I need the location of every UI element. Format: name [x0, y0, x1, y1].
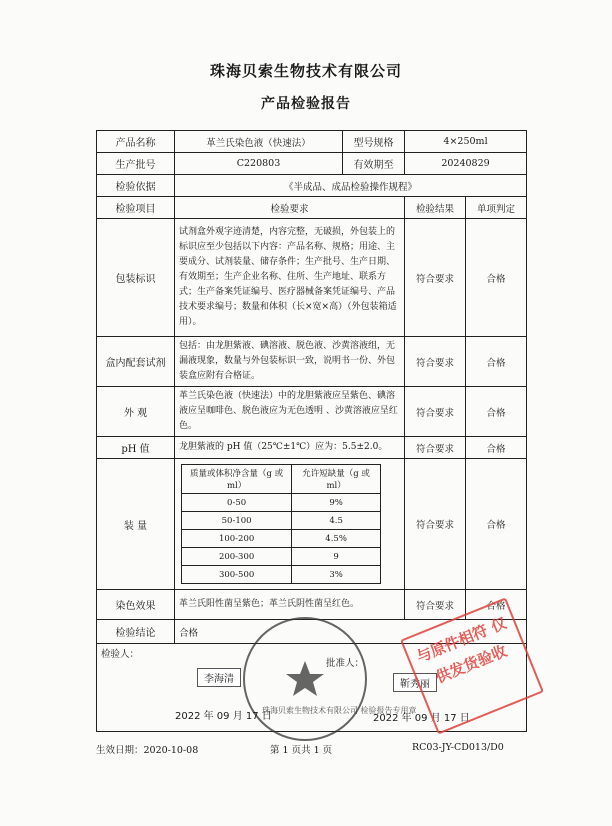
inspector-date: 2022 年 09 月 17 日 [175, 711, 272, 722]
row-verdict: 合格 [466, 219, 527, 337]
header-requirement: 检验要求 [175, 197, 405, 219]
effective-date: 生效日期：2020-10-08 [96, 745, 199, 756]
row-result: 符合要求 [405, 387, 466, 437]
stain-requirement: 革兰氏阳性菌呈紫色；革兰氏阴性菌呈红色。 [175, 590, 405, 620]
loading-allow: 4.5 [292, 512, 381, 530]
loading-col2-header: 允许短缺量（g 或 ml） [292, 465, 381, 494]
approver-label: 批准人： [326, 658, 365, 669]
loading-table [181, 464, 381, 584]
row-item: 外 观 [97, 387, 175, 437]
loading-allow: 9 [292, 548, 381, 566]
header-result: 检验结果 [405, 197, 466, 219]
company-name: 珠海贝索生物技术有限公司 [209, 62, 402, 80]
row-requirement: 试剂盒外观字迹清楚，内容完整，无破损，外包装上的标识应至少包括以下内容：产品名称、规格；用途、主要成分、试剂装量、储存条件；生产批号、生产日期、有效期至；生产企业名称、住所、生产地址、联系方式；生产备案凭证编号、医疗器械备案凭证编号、产品技术要求编号；数量和体积（长×宽×高）（外包装箱适用）。 [175, 219, 405, 337]
stain-item: 染色效果 [97, 590, 175, 620]
stain-verdict: 合格 [466, 590, 527, 620]
expiry-value: 20240829 [405, 153, 527, 175]
row-result: 符合要求 [405, 337, 466, 387]
inspector-label: 检验人： [101, 649, 140, 660]
expiry-label: 有效期至 [343, 153, 405, 175]
loading-range: 100-200 [182, 530, 292, 548]
product-name-label: 产品名称 [97, 131, 175, 153]
row-item: 盒内配套试剂 [97, 337, 175, 387]
spec-label: 型号规格 [343, 131, 405, 153]
loading-range: 300-500 [182, 566, 292, 584]
row-item: 包装标识 [97, 219, 175, 337]
batch-label: 生产批号 [97, 153, 175, 175]
loading-allow: 4.5% [292, 530, 381, 548]
document-code: RC03-JY-CD013/D0 [412, 742, 504, 753]
page-number: 第 1 页共 1 页 [270, 745, 333, 756]
row-verdict: 合格 [466, 337, 527, 387]
conclusion-value: 合格 [175, 620, 527, 644]
row-requirement: 龙胆紫液的 pH 值（25℃±1℃）应为：5.5±2.0。 [175, 437, 405, 459]
conclusion-label: 检验结论 [97, 620, 175, 644]
approver-signature: 靳秀丽 [393, 673, 437, 692]
loading-requirement [175, 459, 405, 590]
basis-value: 《半成品、成品检验操作规程》 [175, 175, 527, 197]
loading-item: 装 量 [97, 459, 175, 590]
verification-stamp: 与原件相符 仅供发货验收 [400, 597, 544, 734]
row-result: 符合要求 [405, 219, 466, 337]
row-verdict: 合格 [466, 387, 527, 437]
row-requirement: 包括：由龙胆紫液、碘溶液、脱色液、沙黄溶液组，无漏液现象，数量与外包装标识一致，说明书一份、外包装盒应附有合格证。 [175, 337, 405, 387]
seal-text: 珠海贝索生物技术有限公司 检验报告专用章 [262, 706, 417, 715]
row-result: 符合要求 [405, 437, 466, 459]
basis-label: 检验依据 [97, 175, 175, 197]
loading-result: 符合要求 [405, 459, 466, 590]
spec-value: 4×250ml [405, 131, 527, 153]
batch-value: C220803 [175, 153, 343, 175]
loading-range: 50-100 [182, 512, 292, 530]
row-item: pH 值 [97, 437, 175, 459]
header-verdict: 单项判定 [466, 197, 527, 219]
header-item: 检验项目 [97, 197, 175, 219]
loading-col1-header: 质量或体积净含量（g 或 ml） [182, 465, 292, 494]
inspector-signature: 李海清 [197, 668, 241, 687]
row-verdict: 合格 [466, 437, 527, 459]
loading-allow: 9% [292, 494, 381, 512]
loading-allow: 3% [292, 566, 381, 584]
product-name-value: 革兰氏染色液（快速法） [175, 131, 343, 153]
stain-result: 符合要求 [405, 590, 466, 620]
loading-range: 0-50 [182, 494, 292, 512]
loading-range: 200-300 [182, 548, 292, 566]
approver-date: 2022 年 09 月 17 日 [373, 713, 470, 724]
row-requirement: 革兰氏染色液（快速法）中的龙胆紫液应呈紫色、碘溶液应呈咖啡色、脱色液应为无色透明 、沙黄溶液应呈红色。 [175, 387, 405, 437]
loading-verdict: 合格 [466, 459, 527, 590]
report-title: 产品检验报告 [261, 96, 351, 112]
